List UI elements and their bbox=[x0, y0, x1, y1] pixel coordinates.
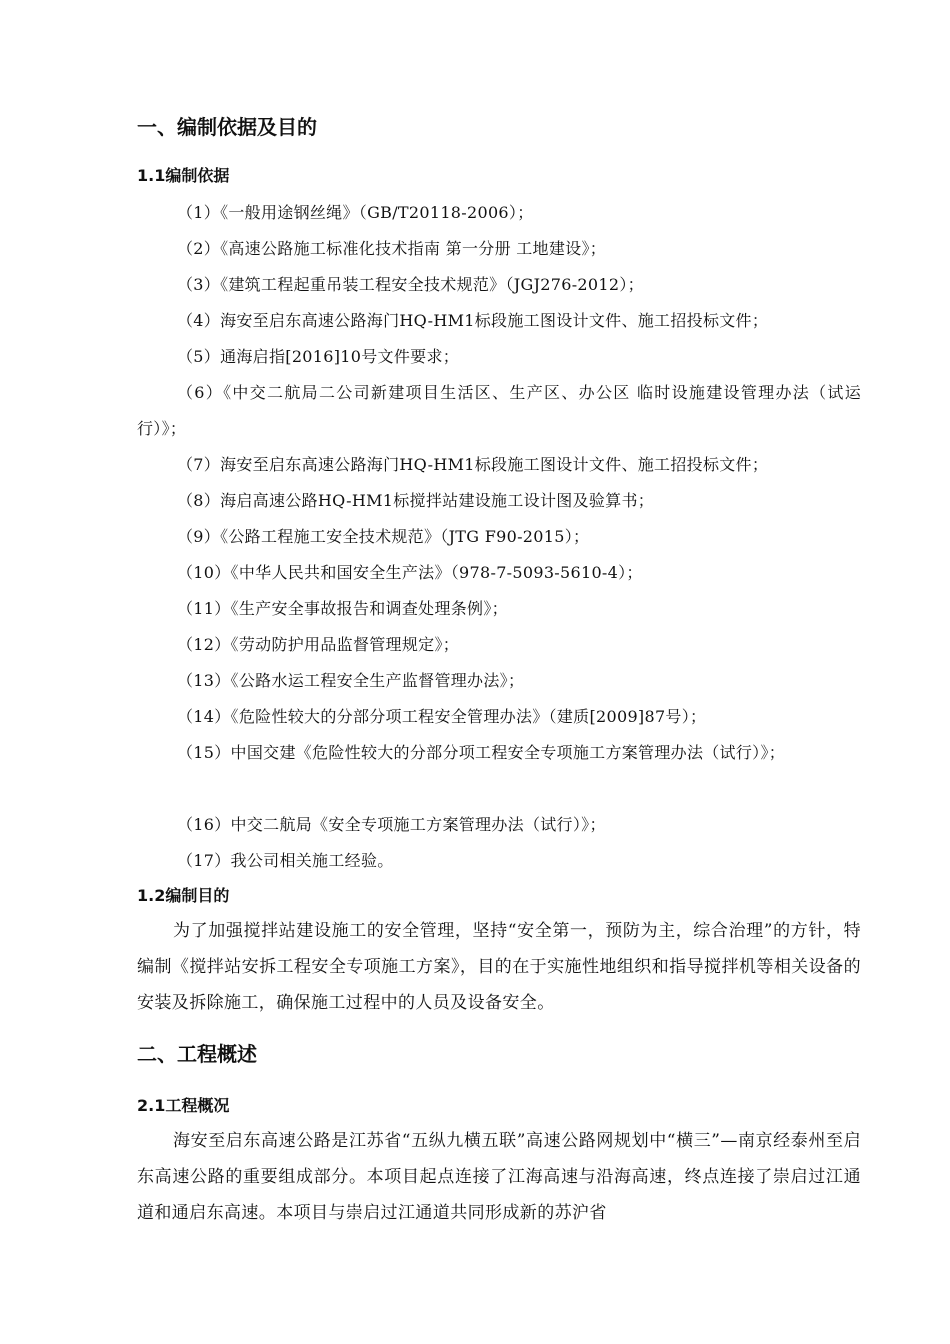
reference-item-11: （11）《生产安全事故报告和调查处理条例》； bbox=[177, 599, 508, 618]
reference-item-10: （10）《中华人民共和国安全生产法》（978-7-5093-5610-4）； bbox=[177, 563, 643, 582]
reference-item-13: （13）《公路水运工程安全生产监督管理办法》； bbox=[177, 671, 525, 690]
subsection-1-1-heading: 1.1编制依据 bbox=[137, 166, 230, 185]
reference-item-1: （1）《一般用途钢丝绳》（GB/T20118-2006）； bbox=[177, 203, 534, 222]
reference-item-7: （7）海安至启东高速公路海门HQ-HM1标段施工图设计文件、施工招投标文件； bbox=[177, 455, 769, 474]
reference-item-14: （14）《危险性较大的分部分项工程安全管理办法》（建质[2009]87号）； bbox=[177, 707, 707, 726]
reference-item-3: （3）《建筑工程起重吊装工程安全技术规范》（JGJ276-2012）； bbox=[177, 275, 644, 294]
reference-item-4: （4）海安至启东高速公路海门HQ-HM1标段施工图设计文件、施工招投标文件； bbox=[177, 311, 769, 330]
section-2-heading: 二、工程概述 bbox=[137, 1042, 257, 1066]
reference-item-2: （2）《高速公路施工标准化技术指南 第一分册 工地建设》； bbox=[177, 239, 607, 258]
reference-item-15: （15）中国交建《危险性较大的分部分项工程安全专项施工方案管理办法（试行）》； bbox=[177, 743, 786, 762]
purpose-paragraph: 为了加强搅拌站建设施工的安全管理，坚持“安全第一，预防为主，综合治理”的方针，特编制《搅拌站安拆工程安全专项施工方案》，目的在于实施性地组织和指导搅拌机等相关设备的安装及拆除施工，确保施工过程中的人员及设备安全。 bbox=[137, 921, 861, 1013]
reference-item-17: （17）我公司相关施工经验。 bbox=[177, 851, 394, 870]
reference-item-16: （16）中交二航局《安全专项施工方案管理办法（试行）》； bbox=[177, 815, 606, 834]
reference-item-5: （5）通海启指[2016]10号文件要求； bbox=[177, 347, 460, 366]
reference-item-12: （12）《劳动防护用品监督管理规定》； bbox=[177, 635, 460, 654]
subsection-2-1-heading: 2.1工程概况 bbox=[137, 1096, 230, 1115]
subsection-1-2-heading: 1.2编制目的 bbox=[137, 886, 230, 905]
section-1-heading: 一、编制依据及目的 bbox=[137, 115, 317, 139]
project-overview-paragraph: 海安至启东高速公路是江苏省“五纵九横五联”高速公路网规划中“横三”—南京经泰州至启东高速公路的重要组成部分。本项目起点连接了江海高速与沿海高速，终点连接了崇启过江通道和通启东高速。本项目与崇启过江通道共同形成新的苏沪省 bbox=[137, 1131, 861, 1223]
reference-item-6: （6）《中交二航局二公司新建项目生活区、生产区、办公区 临时设施建设管理办法（试运行）》； bbox=[137, 383, 861, 438]
reference-item-9: （9）《公路工程施工安全技术规范》（JTG F90-2015）； bbox=[177, 527, 590, 546]
reference-item-8: （8）海启高速公路HQ-HM1标搅拌站建设施工设计图及验算书； bbox=[177, 491, 655, 510]
